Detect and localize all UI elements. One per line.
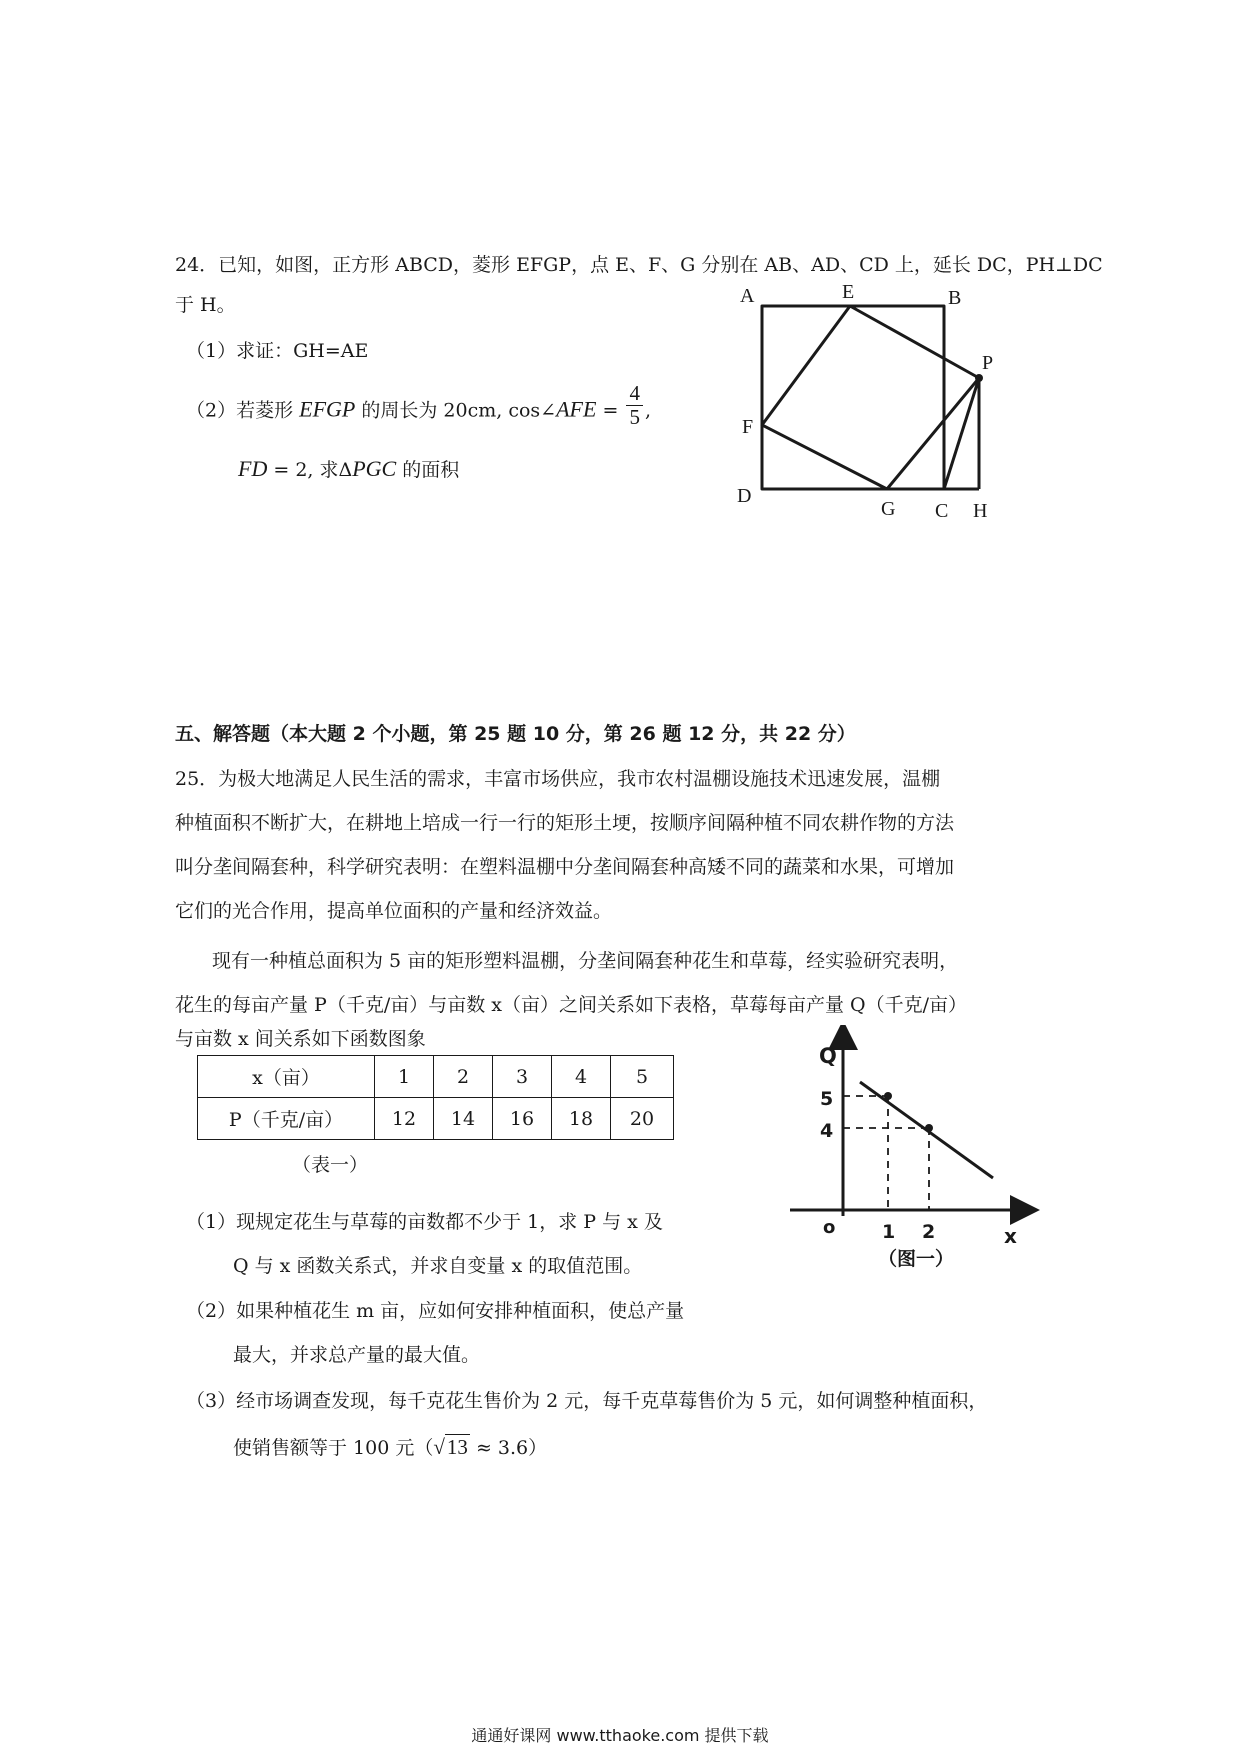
graph-point-1-5 [884, 1092, 892, 1100]
q25-para2-line3: 与亩数 x 间关系如下函数图象 [175, 1028, 426, 1050]
table-cell-p: 12 [375, 1098, 434, 1140]
q25-sub3-prefix: 使销售额等于 100 元（ [233, 1437, 434, 1459]
table-cell-x: 4 [552, 1056, 611, 1098]
q24-part2-prefix: （2）若菱形 [186, 399, 294, 422]
q25-para2-line1: 现有一种植总面积为 5 亩的矩形塑料温棚，分垄间隔套种花生和草莓，经实验研究表明， [212, 950, 959, 972]
table-cell-p: 14 [434, 1098, 493, 1140]
table-cell-x: 1 [375, 1056, 434, 1098]
sqrt-radicand: 13 [446, 1435, 468, 1459]
q24-part2b-end: 的面积 [402, 459, 460, 481]
table-row-p [198, 1098, 674, 1140]
label-b: B [948, 287, 962, 309]
q24-line2: 于 H。 [175, 294, 236, 316]
q24-fraction-denominator: 5 [629, 405, 640, 429]
q24-part1: （1）求证：GH=AE [186, 340, 369, 362]
q24-part2-end: , [644, 399, 651, 422]
table-caption: （表一） [292, 1154, 369, 1176]
q24-fraction [626, 382, 643, 429]
q24-part2b [238, 455, 459, 482]
table-cell-x: 2 [434, 1056, 493, 1098]
sqrt-expression: √13 [433, 1435, 468, 1459]
label-e: E [842, 281, 855, 303]
label-g: G [881, 498, 896, 520]
q24-triangle-name: PGC [352, 456, 397, 481]
q-function-graph [775, 1025, 1045, 1270]
table-cell-p: 16 [493, 1098, 552, 1140]
q24-fd: FD [238, 456, 268, 481]
table-p-values [197, 1055, 674, 1140]
graph-caption: （图一） [878, 1248, 955, 1270]
q25-para1-line4: 它们的光合作用，提高单位面积的产量和经济效益。 [175, 900, 613, 922]
q25-sub2-line2: 最大，并求总产量的最大值。 [233, 1344, 481, 1366]
q24-fd-val: = 2, 求Δ [273, 459, 353, 481]
label-a: A [740, 285, 755, 307]
q25-para1-line2: 种植面积不断扩大，在耕地上培成一行一行的矩形土埂，按顺序间隔种植不同农耕作物的方法 [175, 812, 955, 834]
q24-angle-name: AFE [556, 396, 597, 422]
q25-sub1-line1: （1）现规定花生与草莓的亩数都不少于 1，求 P 与 x 及 [186, 1211, 663, 1233]
segment-pc [944, 378, 979, 489]
label-c: C [935, 500, 949, 522]
q24-line1: 24．已知，如图，正方形 ABCD，菱形 EFGP，点 E、F、G 分别在 AB、AD、CD 上，延长 DC，PH⊥DC [175, 254, 1103, 276]
q25-sub3-suffix: ≈ 3.6） [475, 1437, 548, 1459]
rhombus-efgp [762, 306, 979, 489]
graph-y-tick-4: 4 [820, 1120, 834, 1142]
q25-para1-line3: 叫分垄间隔套种，科学研究表明：在塑料温棚中分垄间隔套种高矮不同的蔬菜和水果，可增加 [175, 856, 955, 878]
q25-sub3-line2 [233, 1433, 547, 1460]
label-f: F [742, 416, 754, 438]
q24-equals: = [602, 399, 619, 422]
q25-sub1-line2: Q 与 x 函数关系式，并求自变量 x 的取值范围。 [233, 1255, 643, 1277]
section5-heading: 五、解答题（本大题 2 个小题，第 25 题 10 分，第 26 题 12 分，共 22 分） [175, 723, 856, 745]
graph-x-tick-2: 2 [922, 1221, 936, 1243]
label-d: D [737, 485, 752, 507]
q24-part2-mid: 的周长为 20cm, cos∠ [361, 399, 557, 422]
q25-para2-line2: 花生的每亩产量 P（千克/亩）与亩数 x（亩）之间关系如下表格，草莓每亩产量 Q（千克/亩） [175, 994, 967, 1016]
table-cell-p: 18 [552, 1098, 611, 1140]
label-h: H [973, 500, 988, 522]
q25-para1-line1: 25．为极大地满足人民生活的需求，丰富市场供应，我市农村温棚设施技术迅速发展，温棚 [175, 768, 941, 790]
page-footer: 通通好课网 www.tthaoke.com 提供下载 [471, 1726, 769, 1745]
table-row-x [198, 1056, 674, 1098]
graph-x-tick-1: 1 [882, 1221, 896, 1243]
table-cell-p: 20 [611, 1098, 674, 1140]
graph-y-label: Q [819, 1044, 837, 1068]
square-abcd [762, 306, 944, 489]
point-p-dot [975, 374, 983, 382]
table-cell-x: 5 [611, 1056, 674, 1098]
graph-y-tick-5: 5 [820, 1088, 834, 1110]
table-header-p: P（千克/亩） [198, 1098, 375, 1140]
q25-sub3-line1: （3）经市场调查发现，每千克花生售价为 2 元，每千克草莓售价为 5 元，如何调整种植面积， [186, 1390, 988, 1412]
label-p: P [982, 352, 994, 374]
q24-part2 [186, 381, 651, 435]
graph-point-2-4 [925, 1124, 933, 1132]
table-header-x: x（亩） [198, 1056, 375, 1098]
graph-origin-label: o [823, 1217, 836, 1238]
table-cell-x: 3 [493, 1056, 552, 1098]
graph-x-label: x [1004, 1224, 1017, 1248]
q24-rhombus-name: EFGP [299, 396, 356, 422]
q25-sub2-line1: （2）如果种植花生 m 亩，应如何安排种植面积，使总产量 [186, 1300, 685, 1322]
q24-fraction-numerator: 4 [626, 382, 643, 406]
q24-geometry-figure [730, 280, 1020, 530]
